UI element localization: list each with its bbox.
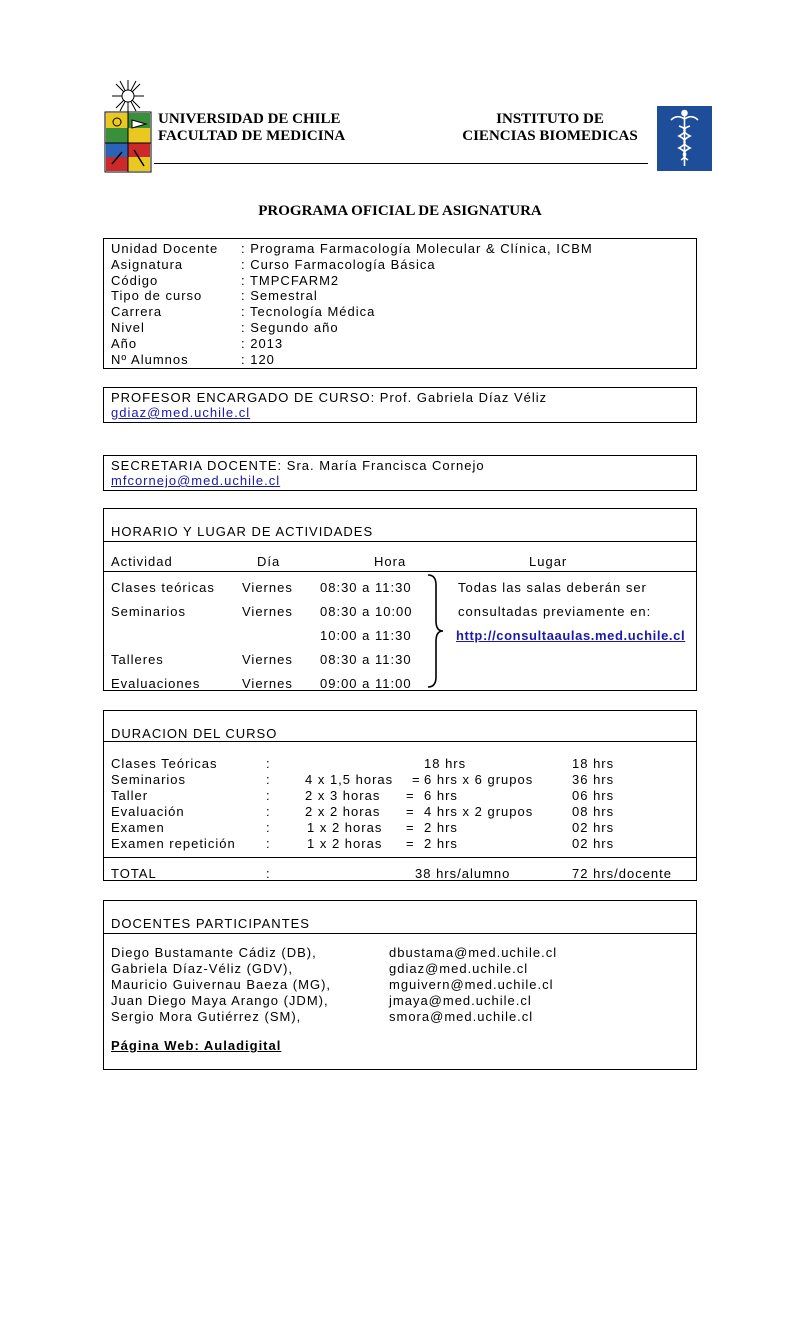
horario-actividad: Evaluaciones <box>111 676 201 691</box>
docentes-heading: DOCENTES PARTICIPANTES <box>111 916 310 931</box>
caduceus-icon <box>657 106 712 171</box>
horario-dia: Viernes <box>242 676 293 691</box>
total-label: TOTAL <box>111 866 157 881</box>
total-colon: : <box>266 866 271 881</box>
duracion-divider-2 <box>104 857 696 858</box>
duracion-total: 08 hrs <box>572 804 615 819</box>
info-value: : 120 <box>241 351 275 367</box>
secretaria-text: SECRETARIA DOCENTE: Sra. María Francisca Cornejo <box>111 458 485 473</box>
duracion-formula: 2 x 3 horas <box>305 788 381 803</box>
horario-actividad: Talleres <box>111 652 164 667</box>
duracion-colon: : <box>266 756 271 771</box>
info-value: : Programa Farmacología Molecular & Clínica, ICBM <box>241 241 593 256</box>
info-label: Código <box>111 272 159 288</box>
duracion-calc: 2 hrs <box>424 836 458 851</box>
lugar-line1: Todas las salas deberán ser <box>458 580 647 595</box>
institute-line1: INSTITUTO DE <box>496 111 604 127</box>
docente-name: Gabriela Díaz-Véliz (GDV), <box>111 961 294 976</box>
duracion-total: 06 hrs <box>572 788 615 803</box>
duracion-box <box>103 710 697 881</box>
info-label: Año <box>111 335 138 351</box>
docentes-divider <box>104 933 696 934</box>
profesor-text: PROFESOR ENCARGADO DE CURSO: Prof. Gabriela Díaz Véliz <box>111 390 548 405</box>
horario-hora: 10:00 a 11:30 <box>320 628 412 643</box>
duracion-colon: : <box>266 820 271 835</box>
horario-dia: Viernes <box>242 652 293 667</box>
profesor-box <box>103 387 697 423</box>
info-value: : Curso Farmacología Básica <box>241 256 436 272</box>
duracion-total: 02 hrs <box>572 820 615 835</box>
docente-email[interactable]: mguivern@med.uchile.cl <box>389 977 554 992</box>
total-docente: 72 hrs/docente <box>572 866 673 881</box>
duracion-equals: = <box>406 788 415 803</box>
docente-email[interactable]: gdiaz@med.uchile.cl <box>389 961 529 976</box>
col-dia: Día <box>257 554 281 569</box>
info-value: : TMPCFARM2 <box>241 272 340 288</box>
horario-hora: 08:30 a 11:30 <box>320 652 412 667</box>
duracion-equals: = <box>406 820 415 835</box>
lugar-link[interactable]: http://consultaaulas.med.uchile.cl <box>456 628 686 643</box>
secretaria-box <box>103 455 697 491</box>
duracion-total: 18 hrs <box>572 756 615 771</box>
duracion-formula: 4 x 1,5 horas <box>305 772 394 787</box>
course-info-box <box>103 238 697 369</box>
profesor-email-link[interactable]: gdiaz@med.uchile.cl <box>111 405 251 420</box>
horario-actividad: Seminarios <box>111 604 187 619</box>
duracion-label: Clases Teóricas <box>111 756 218 771</box>
docente-name: Diego Bustamante Cádiz (DB), <box>111 945 317 960</box>
duracion-label: Taller <box>111 788 149 803</box>
horario-box <box>103 508 697 691</box>
info-value: : Tecnología Médica <box>241 304 376 320</box>
duracion-label: Examen repetición <box>111 836 236 851</box>
info-label: Tipo de curso <box>111 288 203 304</box>
docente-email[interactable]: jmaya@med.uchile.cl <box>389 993 532 1008</box>
lugar-line2: consultadas previamente en: <box>458 604 652 619</box>
duracion-total: 36 hrs <box>572 772 615 787</box>
duracion-label: Examen <box>111 820 165 835</box>
university-crest-icon <box>104 78 152 173</box>
duracion-equals: = <box>406 804 415 819</box>
duracion-colon: : <box>266 836 271 851</box>
horario-divider-1 <box>104 541 696 542</box>
faculty-line2: FACULTAD DE MEDICINA <box>158 128 346 144</box>
col-lugar: Lugar <box>529 554 568 569</box>
header-rule <box>154 163 648 164</box>
horario-dia: Viernes <box>242 604 293 619</box>
info-value: : 2013 <box>241 335 284 351</box>
horario-divider-2 <box>104 571 696 572</box>
duracion-equals: = <box>406 836 415 851</box>
document-title: PROGRAMA OFICIAL DE ASIGNATURA <box>258 203 542 219</box>
university-line1: UNIVERSIDAD DE CHILE <box>158 111 341 127</box>
horario-heading: HORARIO Y LUGAR DE ACTIVIDADES <box>111 524 374 539</box>
total-alumno: 38 hrs/alumno <box>415 866 511 881</box>
duracion-total: 02 hrs <box>572 836 615 851</box>
col-actividad: Actividad <box>111 554 173 569</box>
duracion-calc: 2 hrs <box>424 820 458 835</box>
docente-email[interactable]: smora@med.uchile.cl <box>389 1009 534 1024</box>
docente-name: Juan Diego Maya Arango (JDM), <box>111 993 329 1008</box>
duracion-colon: : <box>266 772 271 787</box>
duracion-calc: 6 hrs <box>424 788 458 803</box>
horario-hora: 09:00 a 11:00 <box>320 676 412 691</box>
duracion-calc: 6 hrs x 6 grupos <box>424 772 534 787</box>
duracion-formula: 2 x 2 horas <box>305 804 381 819</box>
info-label: Nº Alumnos <box>111 351 189 367</box>
col-hora: Hora <box>374 554 407 569</box>
info-label: Asignatura <box>111 256 184 272</box>
info-value: : Segundo año <box>241 320 339 335</box>
pagina-web-link[interactable]: Página Web: Auladigital <box>111 1038 282 1053</box>
info-label: Carrera <box>111 304 163 320</box>
info-label: Nivel <box>111 320 145 335</box>
duracion-calc: 4 hrs x 2 grupos <box>424 804 534 819</box>
info-value: : Semestral <box>241 288 318 304</box>
info-label: Unidad Docente <box>111 241 219 256</box>
institute-line2: CIENCIAS BIOMEDICAS <box>462 128 638 144</box>
docente-name: Mauricio Guivernau Baeza (MG), <box>111 977 332 992</box>
horario-actividad: Clases teóricas <box>111 580 215 595</box>
university-name <box>158 111 345 145</box>
duracion-label: Seminarios <box>111 772 187 787</box>
duracion-label: Evaluación <box>111 804 185 819</box>
horario-dia: Viernes <box>242 580 293 595</box>
docentes-box <box>103 900 697 1070</box>
horario-hora: 08:30 a 10:00 <box>320 604 413 619</box>
duracion-colon: : <box>266 804 271 819</box>
duracion-heading: DURACION DEL CURSO <box>111 726 278 741</box>
duracion-colon: : <box>266 788 271 803</box>
curly-brace-icon <box>426 573 444 689</box>
duracion-formula: 1 x 2 horas <box>307 836 383 851</box>
duracion-formula: 1 x 2 horas <box>307 820 383 835</box>
docente-name: Sergio Mora Gutiérrez (SM), <box>111 1009 302 1024</box>
docente-email[interactable]: dbustama@med.uchile.cl <box>389 945 558 960</box>
duracion-divider-1 <box>104 741 696 742</box>
institute-name <box>458 111 642 145</box>
secretaria-email-link[interactable]: mfcornejo@med.uchile.cl <box>111 473 281 488</box>
duracion-equals: = <box>412 772 421 787</box>
duracion-calc: 18 hrs <box>424 756 467 771</box>
horario-hora: 08:30 a 11:30 <box>320 580 412 595</box>
